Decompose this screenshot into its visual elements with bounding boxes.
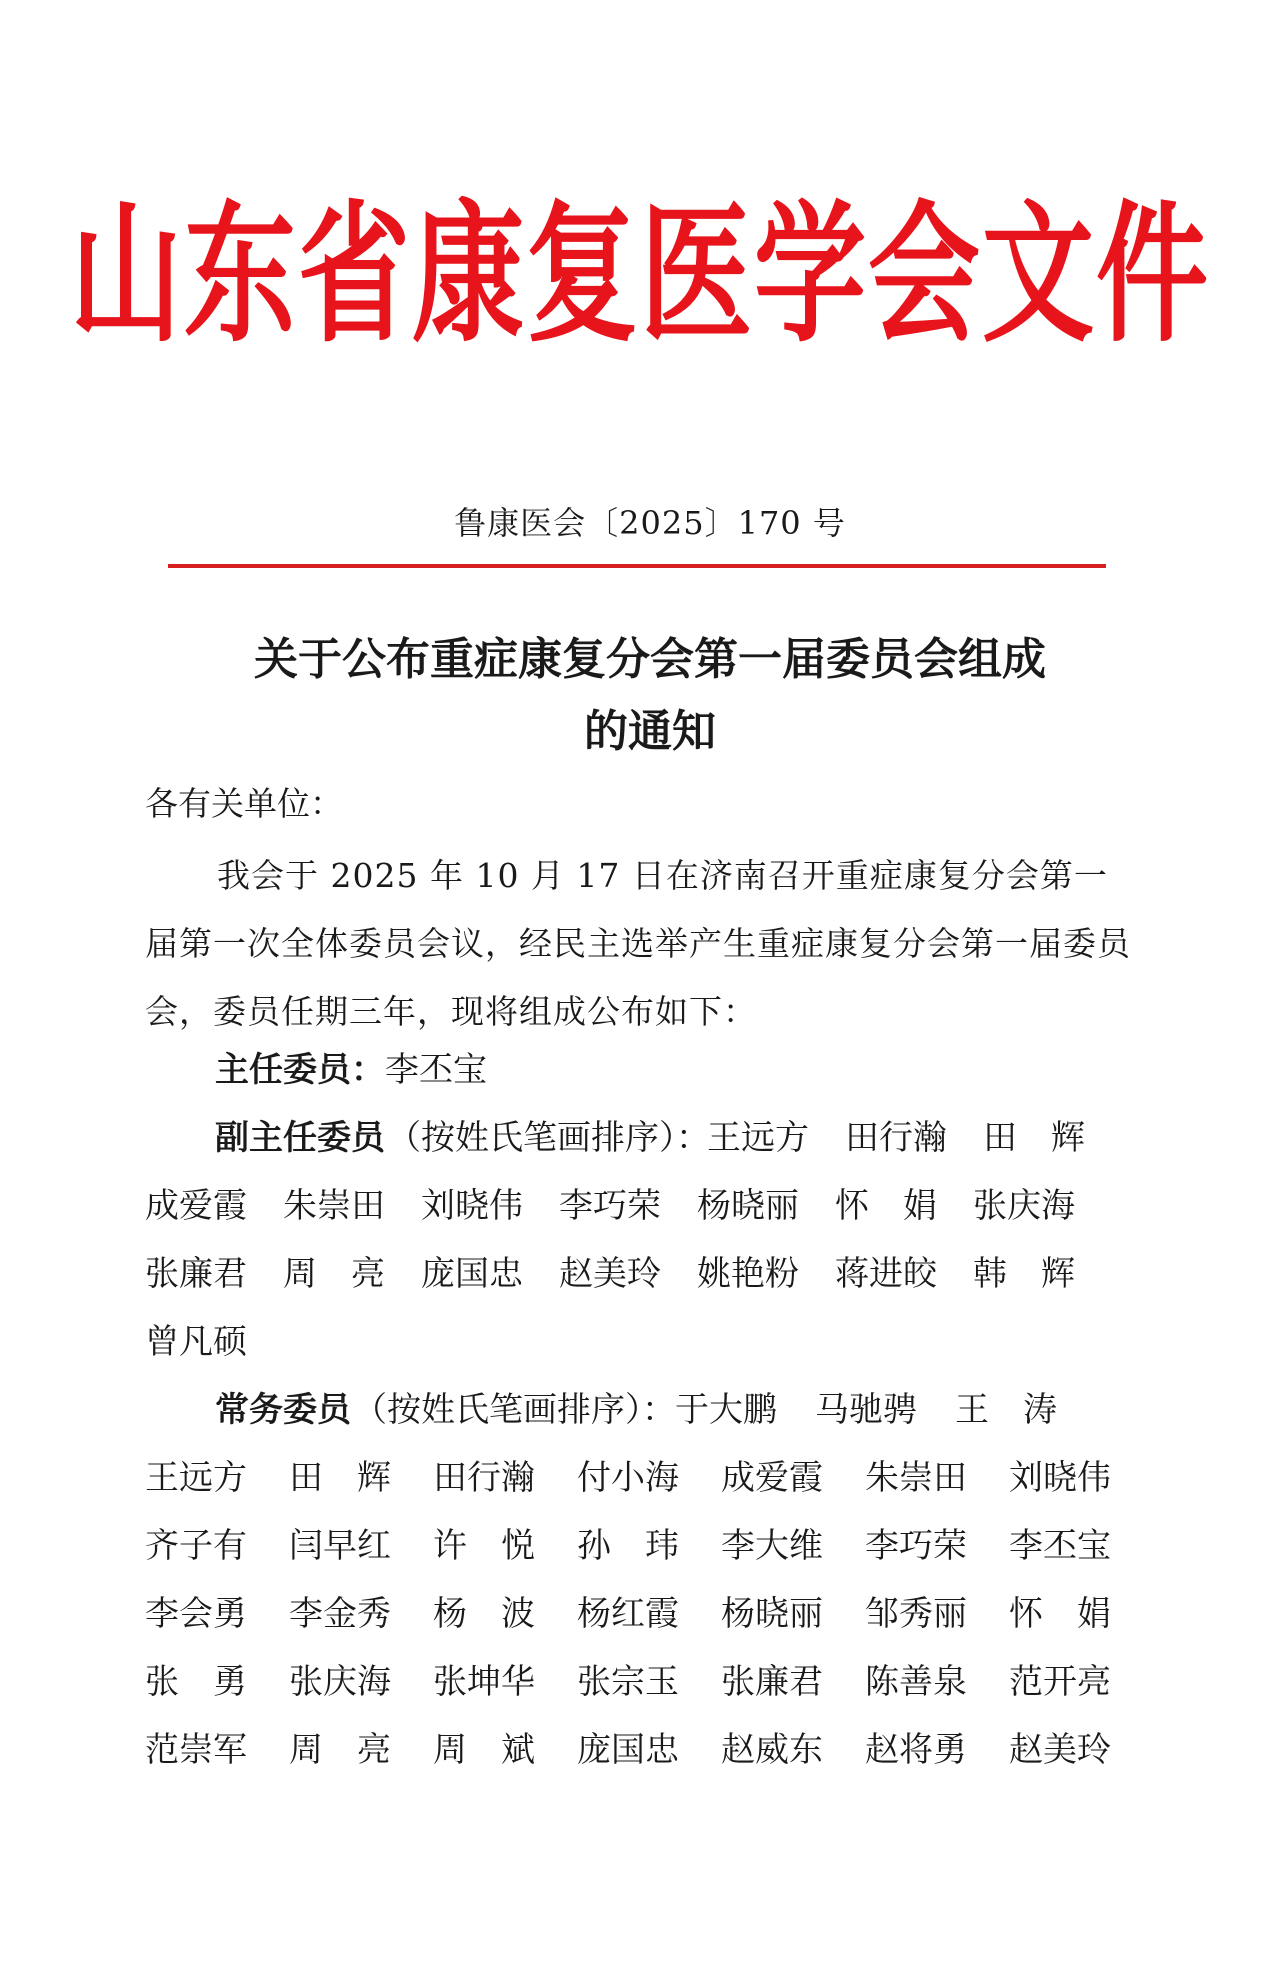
standing-member-name: 陈善泉 xyxy=(865,1662,967,1702)
vice-chair-name: 杨晓丽 xyxy=(697,1186,799,1226)
standing-member-name: 李会勇 xyxy=(145,1594,247,1634)
chair-label: 主任委员： xyxy=(215,1050,385,1090)
standing-member-name: 王远方 xyxy=(145,1458,247,1498)
standing-member-name: 杨 波 xyxy=(433,1594,535,1634)
standing-member-line xyxy=(215,1376,1115,1444)
vice-chair-name: 周 亮 xyxy=(283,1254,385,1294)
standing-member-name: 齐子有 xyxy=(145,1526,247,1566)
standing-member-name: 范崇军 xyxy=(145,1730,247,1770)
standing-member-name: 张庆海 xyxy=(289,1662,391,1702)
standing-member-name: 朱崇田 xyxy=(865,1458,967,1498)
standing-member-inline-name: 于大鹏 xyxy=(675,1390,777,1430)
standing-member-name: 赵美玲 xyxy=(1009,1730,1111,1770)
standing-member-name: 付小海 xyxy=(577,1458,679,1498)
chair-name: 李丕宝 xyxy=(385,1050,487,1090)
standing-member-name: 成爱霞 xyxy=(721,1458,823,1498)
standing-member-name: 张宗玉 xyxy=(577,1662,679,1702)
standing-member-name: 闫早红 xyxy=(289,1526,391,1566)
standing-member-name: 周 斌 xyxy=(433,1730,535,1770)
standing-member-name: 张坤华 xyxy=(433,1662,535,1702)
standing-member-name: 李巧荣 xyxy=(865,1526,967,1566)
notice-title-line-1: 关于公布重症康复分会第一届委员会组成 xyxy=(254,634,1046,685)
standing-member-name: 杨晓丽 xyxy=(721,1594,823,1634)
standing-member-sort-note: （按姓氏笔画排序）： xyxy=(353,1390,676,1430)
standing-member-name: 李金秀 xyxy=(289,1594,391,1634)
standing-member-name: 邹秀丽 xyxy=(865,1594,967,1634)
standing-member-name: 田行瀚 xyxy=(433,1458,535,1498)
standing-member-name: 庞国忠 xyxy=(577,1730,679,1770)
standing-member-label: 常务委员 xyxy=(215,1390,351,1430)
red-separator-line xyxy=(168,564,1106,568)
vice-chair-name: 赵美玲 xyxy=(559,1254,661,1294)
body-paragraph: 我会于 2025 年 10 月 17 日在济南召开重症康复分会第一届第一次全体委员会议，经民主选举产生重症康复分会第一届委员会，委员任期三年，现将组成公布如下： xyxy=(145,856,1131,1031)
vice-chair-name: 曾凡硕 xyxy=(145,1322,247,1362)
vice-chair-name: 张庆海 xyxy=(973,1186,1075,1226)
masthead-title: 山东省康复医学会文件 xyxy=(70,186,1210,364)
standing-member-name: 怀 娟 xyxy=(1009,1594,1111,1634)
vice-chair-name: 成爱霞 xyxy=(145,1186,247,1226)
standing-member-name: 赵威东 xyxy=(721,1730,823,1770)
standing-member-name: 刘晓伟 xyxy=(1009,1458,1111,1498)
vice-chair-name: 刘晓伟 xyxy=(421,1186,523,1226)
vice-chair-name: 蒋进皎 xyxy=(835,1254,937,1294)
standing-member-name: 张 勇 xyxy=(145,1662,247,1702)
standing-member-name: 孙 玮 xyxy=(577,1526,679,1566)
standing-member-inline-name: 王 涛 xyxy=(955,1390,1057,1430)
vice-chair-name: 韩 辉 xyxy=(973,1254,1075,1294)
standing-member-name: 李大维 xyxy=(721,1526,823,1566)
document-number: 鲁康医会〔2025〕170 号 xyxy=(454,504,846,542)
standing-member-name: 田 辉 xyxy=(289,1458,391,1498)
standing-member-inline-name: 马驰骋 xyxy=(815,1390,917,1430)
standing-member-name: 杨红霞 xyxy=(577,1594,679,1634)
vice-chair-name: 庞国忠 xyxy=(421,1254,523,1294)
standing-member-name: 李丕宝 xyxy=(1009,1526,1111,1566)
standing-member-name: 许 悦 xyxy=(433,1526,535,1566)
standing-member-name: 张廉君 xyxy=(721,1662,823,1702)
notice-title-line-2: 的通知 xyxy=(584,706,716,757)
vice-chair-name: 张廉君 xyxy=(145,1254,247,1294)
salutation: 各有关单位： xyxy=(145,784,343,823)
vice-chair-name: 姚艳粉 xyxy=(697,1254,799,1294)
standing-member-name: 周 亮 xyxy=(289,1730,391,1770)
vice-chair-line xyxy=(215,1104,1115,1172)
standing-member-name: 赵将勇 xyxy=(865,1730,967,1770)
notice-title xyxy=(0,624,1280,768)
chair-line xyxy=(215,1036,487,1104)
vice-chair-inline-name: 王远方 xyxy=(707,1118,809,1158)
vice-chair-label: 副主任委员 xyxy=(215,1118,385,1158)
vice-chair-inline-name: 田行瀚 xyxy=(845,1118,947,1158)
vice-chair-sort-note: （按姓氏笔画排序）： xyxy=(387,1118,710,1158)
standing-member-name: 范开亮 xyxy=(1009,1662,1111,1702)
vice-chair-inline-name: 田 辉 xyxy=(983,1118,1085,1158)
vice-chair-name: 怀 娟 xyxy=(835,1186,937,1226)
vice-chair-name: 李巧荣 xyxy=(559,1186,661,1226)
vice-chair-name: 朱崇田 xyxy=(283,1186,385,1226)
